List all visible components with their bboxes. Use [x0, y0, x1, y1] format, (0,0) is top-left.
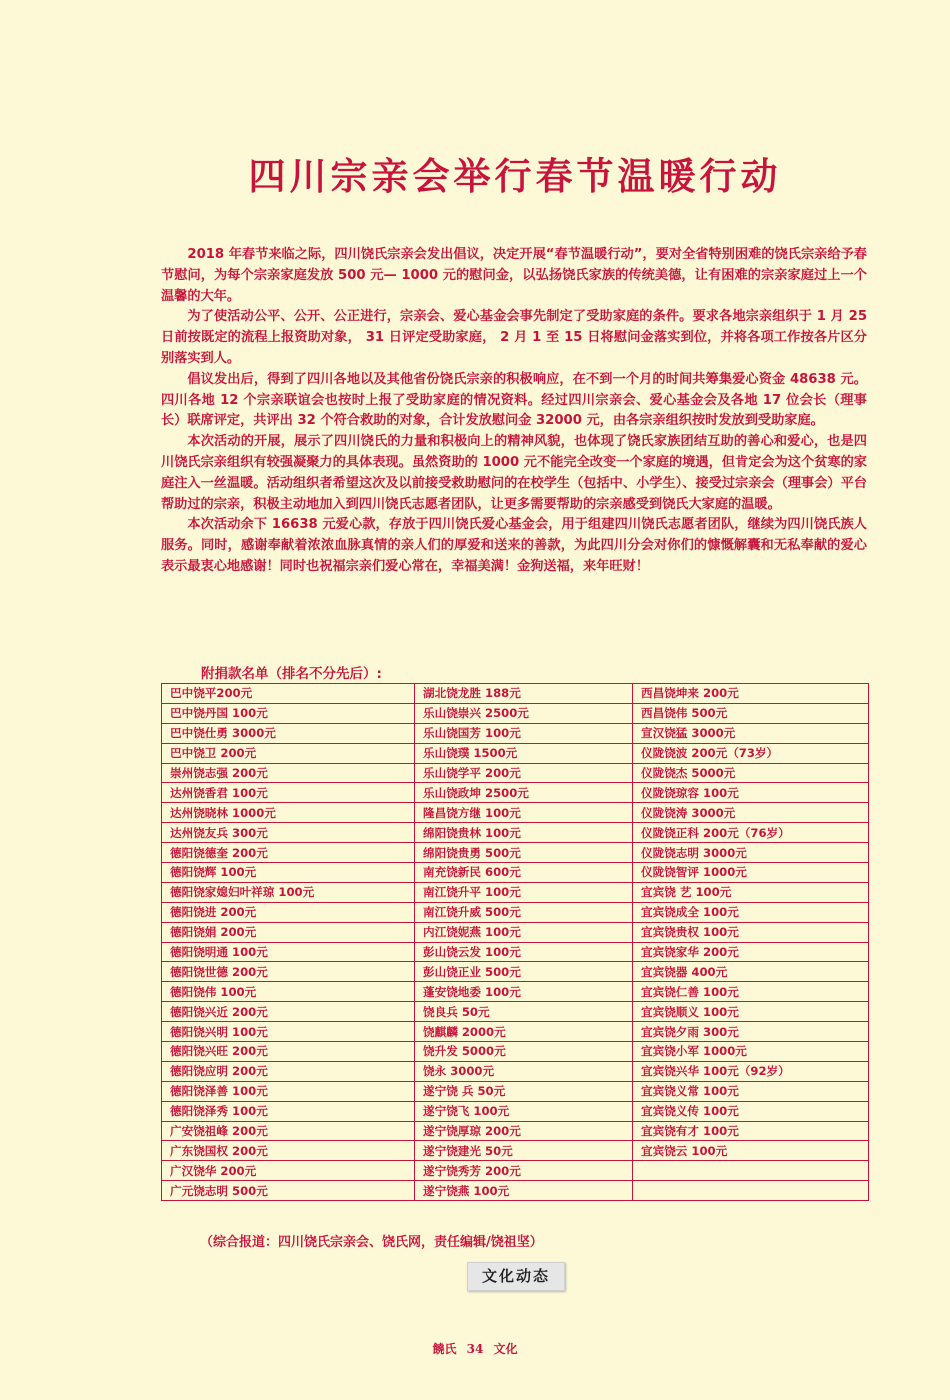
donor-cell: 广汉饶华 200元 — [162, 1161, 415, 1181]
donor-cell: 宜宾饶成全 100元 — [633, 902, 869, 922]
donor-cell: 宜宾饶义传 100元 — [633, 1101, 869, 1121]
donor-cell: 广安饶祖峰 200元 — [162, 1121, 415, 1141]
donor-cell: 饶麒麟 2000元 — [415, 1022, 633, 1042]
table-row — [162, 703, 869, 723]
donor-cell: 德阳饶泽秀 100元 — [162, 1101, 415, 1121]
donor-cell: 宜宾饶器 400元 — [633, 962, 869, 982]
donor-cell: 宜宾饶兴华 100元（92岁） — [633, 1061, 869, 1081]
donor-cell: 德阳饶兴旺 200元 — [162, 1042, 415, 1062]
donor-cell: 南充饶新民 600元 — [415, 863, 633, 883]
paragraph: 本次活动余下 16638 元爱心款，存放于四川饶氏爱心基金会，用于组建四川饶氏志愿者团队，继续为四川饶氏族人服务。同时，感谢奉献着浓浓血脉真情的亲人们的厚爱和送来的善款，为此四川分会对你们的慷慨解囊和无私奉献的爱心表示最衷心地感谢！同时也祝福宗亲们爱心常在，幸福美满！金狗送福，来年旺财！ — [161, 517, 867, 574]
donor-cell: 宜宾饶贵权 100元 — [633, 922, 869, 942]
donor-table-body — [162, 684, 869, 1201]
table-row — [162, 684, 869, 704]
donor-cell: 宜宾饶 艺 100元 — [633, 882, 869, 902]
page-footer — [0, 1340, 950, 1357]
table-row — [162, 1101, 869, 1121]
donor-table — [161, 683, 869, 1201]
table-row — [162, 962, 869, 982]
table-row — [162, 1022, 869, 1042]
paragraph: 为了使活动公平、公开、公正进行，宗亲会、爱心基金会事先制定了受助家庭的条件。要求各地宗亲组织于 1 月 25 日前按既定的流程上报资助对象， 31 日评定受助家庭， 2 月 1 至 15 日将慰问金落实到位，并将各项工作按各片区分别落实到人。 — [161, 309, 867, 366]
table-row — [162, 743, 869, 763]
donor-cell: 宜宾饶顺义 100元 — [633, 1002, 869, 1022]
report-credit: （综合报道：四川饶氏宗亲会、饶氏网，责任编辑/饶祖坚） — [200, 1235, 543, 1250]
table-row — [162, 942, 869, 962]
paragraph: 2018 年春节来临之际，四川饶氏宗亲会发出倡议，决定开展“春节温暖行动”，要对全省特别困难的饶氏宗亲给予春节慰问，为每个宗亲家庭发放 500 元— 1000 元的慰问金，以弘扬饶氏家族的传统美德，让有困难的宗亲家庭过上一个温馨的大年。 — [161, 247, 867, 304]
page-title: 四川宗亲会举行春节温暖行动 — [248, 155, 782, 198]
table-row — [162, 1061, 869, 1081]
donor-cell: 仪陇饶正科 200元（76岁） — [633, 823, 869, 843]
table-row — [162, 1141, 869, 1161]
donor-cell: 彭山饶正业 500元 — [415, 962, 633, 982]
donor-cell — [633, 1181, 869, 1201]
table-row — [162, 783, 869, 803]
donor-cell: 内江饶妮燕 100元 — [415, 922, 633, 942]
donor-cell: 德阳饶伟 100元 — [162, 982, 415, 1002]
donor-cell: 湖北饶龙胜 188元 — [415, 684, 633, 704]
donor-cell: 乐山饶崇兴 2500元 — [415, 703, 633, 723]
donor-cell: 巴中饶平200元 — [162, 684, 415, 704]
donor-cell: 德阳饶进 200元 — [162, 902, 415, 922]
donor-cell: 绵阳饶贵林 100元 — [415, 823, 633, 843]
table-row — [162, 803, 869, 823]
table-row — [162, 902, 869, 922]
table-row — [162, 863, 869, 883]
donor-cell: 南江饶升威 500元 — [415, 902, 633, 922]
donor-cell: 德阳饶泽善 100元 — [162, 1081, 415, 1101]
table-row — [162, 723, 869, 743]
donor-cell: 崇州饶志强 200元 — [162, 763, 415, 783]
paragraph: 本次活动的开展，展示了四川饶氏的力量和积极向上的精神风貌，也体现了饶氏家族团结互助的善心和爱心，也是四川饶氏宗亲组织有较强凝聚力的具体表现。虽然资助的 1000 元不能完全改变一个家庭的境遇，但肯定会为这个贫寒的家庭注入一丝温暖。活动组织者希望这次及以前接受救助慰问的在校学生（包括中、小学生）、接受过宗亲会（理事会）平台帮助过的宗亲，积极主动地加入到四川饶氏志愿者团队，让更多需要帮助的宗亲感受到饶氏大家庭的温暖。 — [161, 434, 867, 512]
paragraph: 倡议发出后，得到了四川各地以及其他省份饶氏宗亲的积极响应，在不到一个月的时间共筹集爱心资金 48638 元。四川各地 12 个宗亲联谊会也按时上报了受助家庭的情况资料。经过四川宗亲会、爱心基金会及各地 17 位会长（理事长）联席评定，共评出 32 个符合救助的对象，合计发放慰问金 32000 元，由各宗亲组织按时发放到受助家庭。 — [161, 371, 867, 429]
donor-cell: 遂宁饶厚琼 200元 — [415, 1121, 633, 1141]
donor-cell: 宜宾饶小军 1000元 — [633, 1042, 869, 1062]
donor-cell: 西昌饶坤来 200元 — [633, 684, 869, 704]
donor-cell: 隆昌饶方继 100元 — [415, 803, 633, 823]
donor-cell: 宜宾饶家华 200元 — [633, 942, 869, 962]
donor-cell: 绵阳饶贵勇 500元 — [415, 843, 633, 863]
donor-cell: 广元饶志明 500元 — [162, 1181, 415, 1201]
table-row — [162, 823, 869, 843]
donor-cell: 德阳饶兴明 100元 — [162, 1022, 415, 1042]
donor-cell: 宜宾饶义常 100元 — [633, 1081, 869, 1101]
donor-cell: 彭山饶云发 100元 — [415, 942, 633, 962]
table-row — [162, 1042, 869, 1062]
donor-cell: 德阳饶世德 200元 — [162, 962, 415, 982]
footer-magazine-name: 饒氏 — [432, 1342, 457, 1356]
donor-cell: 仪陇饶智评 1000元 — [633, 863, 869, 883]
donor-cell: 广东饶国权 200元 — [162, 1141, 415, 1161]
donor-cell: 德阳饶德奎 200元 — [162, 843, 415, 863]
donor-cell: 饶永 3000元 — [415, 1061, 633, 1081]
donor-cell: 仪陇饶琼容 100元 — [633, 783, 869, 803]
donor-cell: 乐山饶璞 1500元 — [415, 743, 633, 763]
donor-cell: 仪陇饶杰 5000元 — [633, 763, 869, 783]
table-row — [162, 1161, 869, 1181]
donor-cell: 德阳饶明通 100元 — [162, 942, 415, 962]
donor-cell: 宜宾饶夕雨 300元 — [633, 1022, 869, 1042]
donor-cell: 达州饶香君 100元 — [162, 783, 415, 803]
table-row — [162, 1181, 869, 1201]
donor-cell: 巴中饶卫 200元 — [162, 743, 415, 763]
donor-cell: 蓬安饶地委 100元 — [415, 982, 633, 1002]
table-row — [162, 843, 869, 863]
donor-list-heading: 附捐款名单（排名不分先后）: — [201, 666, 382, 682]
donor-cell: 巴中饶丹国 100元 — [162, 703, 415, 723]
donor-cell: 仪陇饶志明 3000元 — [633, 843, 869, 863]
donor-cell: 德阳饶娟 200元 — [162, 922, 415, 942]
donor-cell: 遂宁饶建光 50元 — [415, 1141, 633, 1161]
table-row — [162, 1081, 869, 1101]
donor-cell: 饶良兵 50元 — [415, 1002, 633, 1022]
footer-section-name: 文化 — [493, 1342, 518, 1356]
donor-cell: 遂宁饶飞 100元 — [415, 1101, 633, 1121]
donor-cell: 巴中饶仕勇 3000元 — [162, 723, 415, 743]
donor-cell: 德阳饶家媳妇叶祥琼 100元 — [162, 882, 415, 902]
table-row — [162, 982, 869, 1002]
page-number: 34 — [466, 1342, 484, 1356]
donor-cell: 德阳饶应明 200元 — [162, 1061, 415, 1081]
donor-cell: 乐山饶国芳 100元 — [415, 723, 633, 743]
section-badge: 文化动态 — [467, 1262, 565, 1291]
table-row — [162, 1002, 869, 1022]
donor-cell — [633, 1161, 869, 1181]
donor-cell: 德阳饶辉 100元 — [162, 863, 415, 883]
donor-cell: 德阳饶兴近 200元 — [162, 1002, 415, 1022]
donor-cell: 宜宾饶云 100元 — [633, 1141, 869, 1161]
donor-cell: 饶升发 5000元 — [415, 1042, 633, 1062]
table-row — [162, 922, 869, 942]
donor-cell: 遂宁饶燕 100元 — [415, 1181, 633, 1201]
donor-cell: 达州饶友兵 300元 — [162, 823, 415, 843]
article-body — [161, 245, 867, 578]
donor-cell: 仪陇饶波 200元（73岁） — [633, 743, 869, 763]
donor-cell: 西昌饶伟 500元 — [633, 703, 869, 723]
donor-cell: 达州饶晓林 1000元 — [162, 803, 415, 823]
donor-cell: 宜宾饶有才 100元 — [633, 1121, 869, 1141]
donor-cell: 宣汉饶猛 3000元 — [633, 723, 869, 743]
donor-cell: 南江饶升平 100元 — [415, 882, 633, 902]
table-row — [162, 882, 869, 902]
donor-cell: 遂宁饶秀芳 200元 — [415, 1161, 633, 1181]
table-row — [162, 763, 869, 783]
donor-cell: 乐山饶政坤 2500元 — [415, 783, 633, 803]
donor-cell: 遂宁饶 兵 50元 — [415, 1081, 633, 1101]
donor-cell: 仪陇饶涛 3000元 — [633, 803, 869, 823]
donor-cell: 宜宾饶仁善 100元 — [633, 982, 869, 1002]
table-row — [162, 1121, 869, 1141]
donor-cell: 乐山饶学平 200元 — [415, 763, 633, 783]
